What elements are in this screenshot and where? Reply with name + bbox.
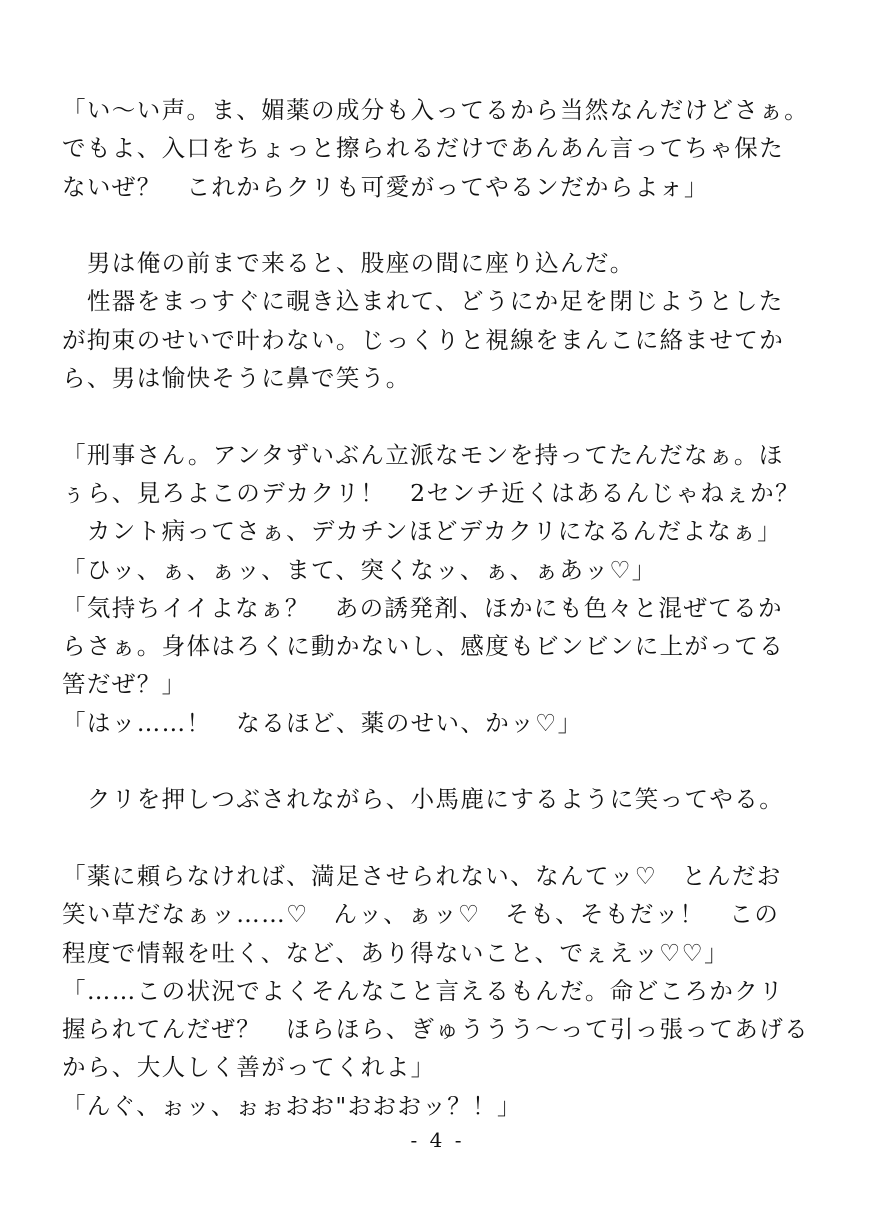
blank-line <box>62 206 822 244</box>
text-line: クリを押しつぶされながら、小馬鹿にするように笑ってやる。 <box>62 785 785 814</box>
text-line: 「い～い声。ま、媚薬の成分も入ってるから当然なんだけどさぁ。 <box>62 96 809 124</box>
text-line: から、大人しく善がってくれよ」 <box>62 1053 436 1082</box>
text-line: 「んぐ、ぉッ、ぉぉおお"おおおッ？！」 <box>62 1091 522 1120</box>
text-line: 「ひッ、ぁ、ぁッ、まて、突くなッ、ぁ、ぁあッ♡」 <box>62 555 657 584</box>
text-line: 笑い草だなぁッ……♡ んッ、ぁッ♡ そも、そもだッ！ この <box>62 900 780 929</box>
text-line: が拘束のせいで叶わない。じっくりと視線をまんこに絡ませてか <box>62 325 785 354</box>
blank-line <box>62 819 822 857</box>
text-line: ないぜ？ これからクリも可愛がってやるンだからよォ」 <box>62 172 709 201</box>
text-line: ぅら、見ろよこのデカクリ！ 2センチ近くはあるんじゃねぇか？ <box>62 478 800 507</box>
text-line: ら、男は愉快そうに鼻で笑う。 <box>62 364 411 393</box>
text-line: 「気持ちイイよなぁ？ あの誘発剤、ほかにも色々と混ぜてるか <box>62 593 783 622</box>
text-line: 男は俺の前まで来ると、股座の間に座り込んだ。 <box>62 249 635 278</box>
page-number: - 4 - <box>410 1128 465 1152</box>
text-line: 「はッ……！ なるほど、薬のせい、かッ♡」 <box>62 708 583 737</box>
text-line: 筈だぜ？」 <box>62 670 187 699</box>
blank-line <box>62 742 822 780</box>
text-line: 程度で情報を吐く、など、あり得ないこと、でぇえッ♡♡」 <box>62 938 729 967</box>
text-line: でもよ、入口をちょっと擦られるだけであんあん言ってちゃ保た <box>62 134 785 163</box>
blank-line <box>62 397 822 435</box>
text-line: 握られてんだぜ？ ほらほら、ぎゅううう～って引っ張ってあげる <box>62 1015 809 1044</box>
text-line: 「刑事さん。アンタずいぶん立派なモンを持ってたんだなぁ。ほ <box>62 440 784 469</box>
text-line: 「薬に頼らなければ、満足させられない、なんてッ♡ とんだお <box>62 861 782 890</box>
text-line: カント病ってさぁ、デカチンほどデカクリになるんだよなぁ」 <box>62 517 782 546</box>
text-line: 性器をまっすぐに覗き込まれて、どうにか足を閉じようとした <box>62 287 784 316</box>
text-line: らさぁ。身体はろくに動かないし、感度もビンビンに上がってる <box>62 632 785 661</box>
body-text <box>62 91 822 1125</box>
text-line: 「……この状況でよくそんなこと言えるもんだ。命どころかクリ <box>62 976 785 1005</box>
